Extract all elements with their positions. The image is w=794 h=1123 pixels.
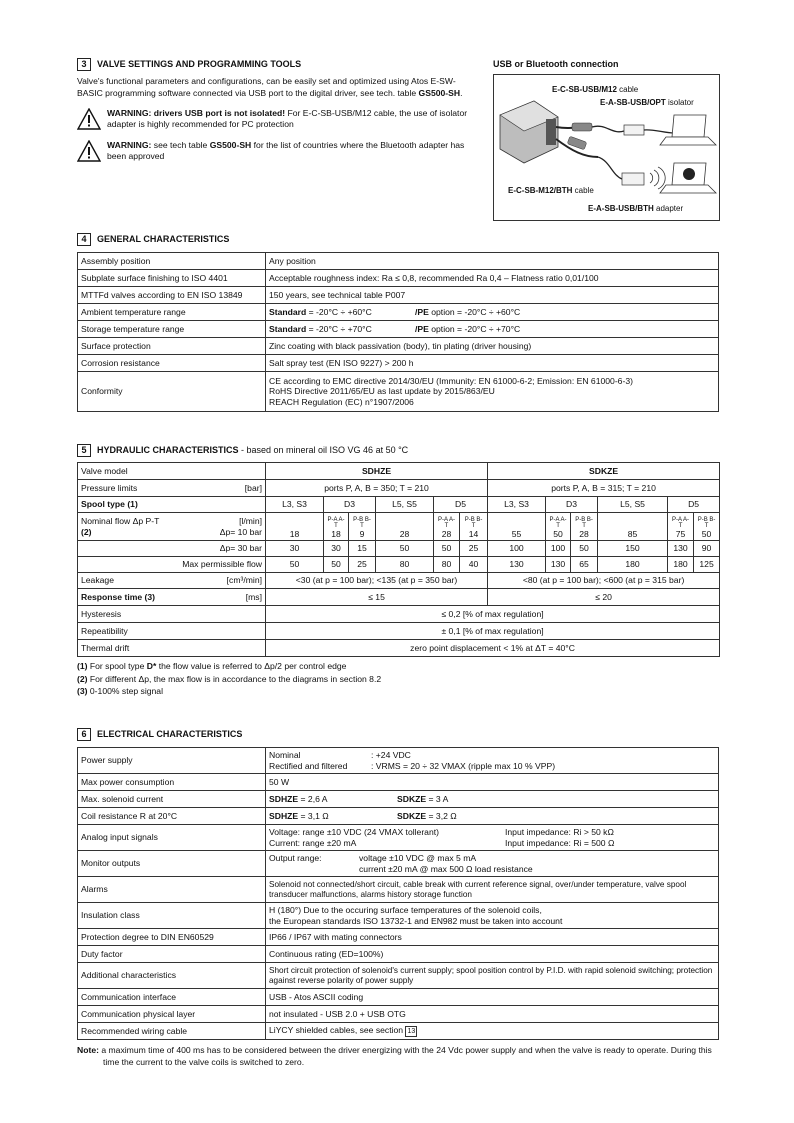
row-label: Power supply <box>78 748 266 774</box>
warning-triangle-icon <box>77 140 101 162</box>
row-label: Duty factor <box>78 946 266 963</box>
row-label: Coil resistance R at 20°C <box>78 808 266 825</box>
row-label: Max power consumption <box>78 774 266 791</box>
table-row <box>78 877 719 903</box>
row-value: 50 W <box>266 774 719 791</box>
general-characteristics-table <box>77 252 719 412</box>
table-row: Max permissible flow 50 50 25 80 80 40 130 130 65 180 180 125 <box>78 557 720 573</box>
table-row <box>78 929 719 946</box>
table-row <box>78 808 719 825</box>
row-label: Communication interface <box>78 989 266 1006</box>
row-value: zero point displacement < 1% at ΔT = 40°C <box>266 640 720 657</box>
row-label: Ambient temperature range <box>78 304 266 321</box>
row-value: ± 0,1 [% of max regulation] <box>266 623 720 640</box>
row-label: Alarms <box>78 877 266 903</box>
usb-isolator-label: E-A-SB-USB/OPT isolator <box>600 98 694 107</box>
spool-d3: D3 <box>546 497 598 513</box>
row-value: Solenoid not connected/short circuit, cable break with current reference signal, over/under temperature, valve spool transducer malfunctions, alarms history storage function <box>266 877 719 903</box>
row-label: Nominal flow Δp P-T [l/min] (2) Δp= 10 bar <box>78 513 266 541</box>
model-sdhze: SDHZE <box>266 463 488 480</box>
section-number: 4 <box>77 233 91 246</box>
table-row <box>78 1023 719 1040</box>
section-3 <box>77 58 477 162</box>
row-value: CE according to EMC directive 2014/30/EU (Immunity: EN 61000-6-2; Emission: EN 61000-6-3) RoHS Directive 2011/65/EU as last update by 2015/863/EU REACH Regulation (EC) n°1907/2006 <box>266 372 719 412</box>
section-3-heading <box>77 58 477 71</box>
model-sdkze: SDKZE <box>488 463 720 480</box>
section-4-heading <box>77 233 719 246</box>
table-row <box>78 304 719 321</box>
section-ref-box: 13 <box>407 1028 416 1035</box>
table-row <box>78 338 719 355</box>
row-label: Storage temperature range <box>78 321 266 338</box>
row-label: Insulation class <box>78 903 266 929</box>
row-label: Repeatibility <box>78 623 266 640</box>
spool-d3: D3 <box>324 497 376 513</box>
row-value: Standard = -20°C ÷ +70°C /PE option = -20°C ÷ +70°C <box>266 321 719 338</box>
row-label: Communication physical layer <box>78 1006 266 1023</box>
row-label: Subplate surface finishing to ISO 4401 <box>78 270 266 287</box>
row-value: Voltage: range ±10 VDC (24 VMAX tollerant) Input impedance: Ri > 50 kΩ Current: range ±20 mA Input impedance: Ri = 500 Ω <box>266 825 719 851</box>
usb-cable-label: E-C-SB-USB/M12 cable <box>552 85 639 94</box>
pressure-sdkze: ports P, A, B = 315; T = 210 <box>488 480 720 497</box>
spool-l3: L3, S3 <box>488 497 546 513</box>
warning-text: For E-C-SB-USB/M12 cable, the use of isolator adapter is highly recommended for PC protection <box>107 108 468 129</box>
row-label: Corrosion resistance <box>78 355 266 372</box>
row-label: Conformity <box>78 372 266 412</box>
spool-l3: L3, S3 <box>266 497 324 513</box>
warning-text: for the list of countries where the Bluetooth adapter has been approved <box>107 140 465 161</box>
section-number: 3 <box>77 58 91 71</box>
response-sdhze: ≤ 15 <box>266 589 488 606</box>
section-subtitle: - based on mineral oil ISO VG 46 at 50 °C <box>238 444 409 455</box>
table-row <box>78 903 719 929</box>
table-row <box>78 946 719 963</box>
section-title: GENERAL CHARACTERISTICS <box>97 233 230 244</box>
table-row <box>78 573 720 589</box>
row-value: H (180°) Due to the occuring surface temperatures of the solenoid coils, the European standards ISO 13732-1 and EN982 must be taken into account <box>266 903 719 929</box>
section-3-paragraph <box>77 76 477 99</box>
section-6 <box>77 728 719 1068</box>
row-value: LiYCY shielded cables, see section 13 <box>266 1023 719 1040</box>
section-5 <box>77 444 719 698</box>
table-row <box>78 623 720 640</box>
flow-value: 18 <box>266 513 324 541</box>
spool-l5: L5, S5 <box>376 497 434 513</box>
flow-value: 55 <box>488 513 546 541</box>
row-value: SDHZE = 2,6 A SDKZE = 3 A <box>266 791 719 808</box>
row-value: Zinc coating with black passivation (body), tin plating (driver housing) <box>266 338 719 355</box>
row-value: not insulated - USB 2.0 + USB OTG <box>266 1006 719 1023</box>
warning-text: see tech table <box>151 140 210 150</box>
section-5-heading <box>77 444 719 457</box>
electrical-characteristics-table <box>77 747 719 1040</box>
response-sdkze: ≤ 20 <box>488 589 720 606</box>
warning-usb <box>77 108 477 130</box>
bth-cable-label: E-C-SB-M12/BTH cable <box>508 186 594 195</box>
leakage-sdhze: <30 (at p = 100 bar); <135 (at p = 350 bar) <box>266 573 488 589</box>
table-row <box>78 989 719 1006</box>
table-row <box>78 270 719 287</box>
row-value: Any position <box>266 253 719 270</box>
row-value: ≤ 0,2 [% of max regulation] <box>266 606 720 623</box>
section-title: VALVE SETTINGS AND PROGRAMMING TOOLS <box>97 58 302 69</box>
warning-triangle-icon <box>77 108 101 130</box>
row-label: Recommended wiring cable <box>78 1023 266 1040</box>
usb-connection-diagram <box>493 74 720 221</box>
table-row <box>78 497 720 513</box>
row-label: Pressure limits [bar] <box>78 480 266 497</box>
table-row <box>78 1006 719 1023</box>
table-row <box>78 355 719 372</box>
table-row <box>78 589 720 606</box>
section-number: 6 <box>77 728 91 741</box>
section-title: ELECTRICAL CHARACTERISTICS <box>97 728 243 739</box>
table-row <box>78 774 719 791</box>
row-label: Valve model <box>78 463 266 480</box>
table-row <box>78 825 719 851</box>
pressure-sdhze: ports P, A, B = 350; T = 210 <box>266 480 488 497</box>
section-4 <box>77 233 719 412</box>
table-row <box>78 321 719 338</box>
row-value: Nominal : +24 VDC Rectified and filtered : VRMS = 20 ÷ 32 VMAX (ripple max 10 % VPP) <box>266 748 719 774</box>
tech-table-ref: GS500-SH <box>209 140 252 150</box>
row-value: Continuous rating (ED=100%) <box>266 946 719 963</box>
flow-value: 85 <box>598 513 668 541</box>
row-label: Response time (3) [ms] <box>78 589 266 606</box>
row-value: Standard = -20°C ÷ +60°C /PE option = -20°C ÷ +60°C <box>266 304 719 321</box>
leakage-sdkze: <80 (at p = 100 bar); <600 (at p = 315 bar) <box>488 573 720 589</box>
table-row <box>78 606 720 623</box>
table-row <box>78 372 719 412</box>
footnote-2: (2) For different Δp, the max flow is in accordance to the diagrams in section 8.2 <box>77 673 382 684</box>
table-row <box>78 791 719 808</box>
footnote-1: (1) For spool type D* the flow value is referred to Δp/2 per control edge <box>77 661 347 671</box>
row-value: Short circuit protection of solenoid's current supply; spool position control by P.I.D. with rapid solenoid switching; protection against reverse polarity of power supply <box>266 963 719 989</box>
row-label: Assembly position <box>78 253 266 270</box>
row-label: Thermal drift <box>78 640 266 657</box>
row-label: Δp= 30 bar <box>78 541 266 557</box>
row-label: Protection degree to DIN EN60529 <box>78 929 266 946</box>
row-value: 150 years, see technical table P007 <box>266 287 719 304</box>
table-row <box>78 253 719 270</box>
row-label: Additional characteristics <box>78 963 266 989</box>
row-label: Hysteresis <box>78 606 266 623</box>
hydraulic-characteristics-table <box>77 462 720 657</box>
row-label: Leakage [cm³/min] <box>78 573 266 589</box>
bth-adapter-label: E-A-SB-USB/BTH adapter <box>588 204 684 213</box>
section-title: HYDRAULIC CHARACTERISTICS <box>97 444 239 455</box>
row-label: Analog input signals <box>78 825 266 851</box>
usb-connection-title: USB or Bluetooth connection <box>493 59 619 69</box>
row-label: MTTFd valves according to EN ISO 13849 <box>78 287 266 304</box>
row-label: Surface protection <box>78 338 266 355</box>
table-row <box>78 463 720 480</box>
row-value: SDHZE = 3,1 Ω SDKZE = 3,2 Ω <box>266 808 719 825</box>
table-row <box>78 480 720 497</box>
table-row <box>78 640 720 657</box>
electrical-note: Note: a maximum time of 400 ms has to be considered between the driver energizing with the 24 Vdc power supply and when the valve is ready to operate. During this time the current to the valve coils is switched to zero. <box>77 1045 712 1067</box>
footnotes <box>77 660 719 698</box>
spool-d5: D5 <box>668 497 720 513</box>
row-label: Monitor outputs <box>78 851 266 877</box>
spool-d5: D5 <box>434 497 488 513</box>
section-6-heading <box>77 728 719 741</box>
table-row: Nominal flow Δp P-T [l/min] (2) Δp= 10 bar 18 P-A A-T 18 P-B B-T 9 28 P-A A-T 28 P-B B-T 14 55 P-A A-T 50 P-B B-T 28 85 P-A A-T 75 P-B B-T 50 <box>78 513 720 541</box>
row-label: Spool type (1) <box>78 497 266 513</box>
tech-table-ref: GS500-SH <box>418 87 461 98</box>
spool-l5: L5, S5 <box>598 497 668 513</box>
section-number: 5 <box>77 444 91 457</box>
table-row: Δp= 30 bar 30 30 15 50 50 25 100 100 50 150 130 90 <box>78 541 720 557</box>
table-row <box>78 963 719 989</box>
warning-title: WARNING: drivers USB port is not isolated! <box>107 108 286 118</box>
row-value: IP66 / IP67 with mating connectors <box>266 929 719 946</box>
row-value: Salt spray test (EN ISO 9227) > 200 h <box>266 355 719 372</box>
warning-bluetooth <box>77 140 477 162</box>
table-row <box>78 851 719 877</box>
footnote-3: (3) 0-100% step signal <box>77 686 163 696</box>
warning-title: WARNING: <box>107 140 152 150</box>
row-value: USB - Atos ASCII coding <box>266 989 719 1006</box>
row-label: Max permissible flow <box>78 557 266 573</box>
para-text: Valve's functional parameters and configurations, can be easily set and optimized using Atos E-SW-BASIC programming software connected via USB port to the digital driver, see tech. table <box>77 76 456 98</box>
para-end: . <box>460 87 463 98</box>
row-value: Acceptable roughness index: Ra ≤ 0,8, recommended Ra 0,4 – Flatness ratio 0,01/100 <box>266 270 719 287</box>
flow-value: 28 <box>376 513 434 541</box>
table-row <box>78 287 719 304</box>
row-value: Output range: voltage ±10 VDC @ max 5 mA current ±20 mA @ max 500 Ω load resistance <box>266 851 719 877</box>
table-row <box>78 748 719 774</box>
row-label: Max. solenoid current <box>78 791 266 808</box>
